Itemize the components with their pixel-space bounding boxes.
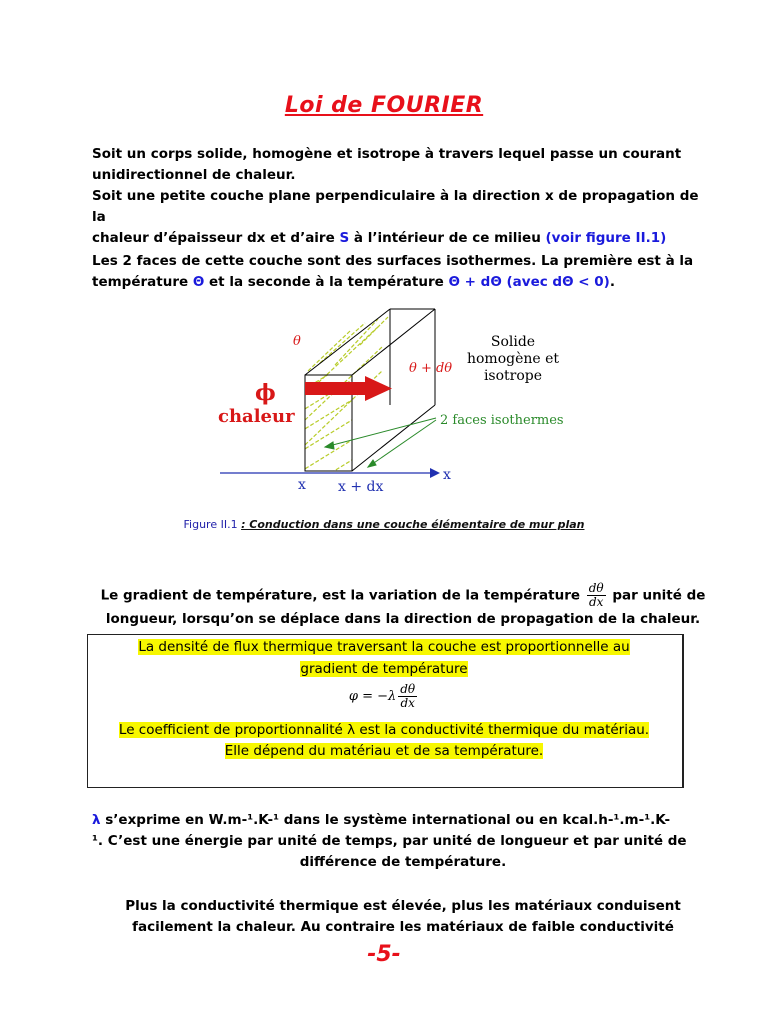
intro-paragraph [92, 144, 714, 249]
isotherm-faces-label: 2 faces isothermes [440, 413, 564, 428]
solid-label-2: homogène et [466, 351, 560, 367]
conductivity-line-1: Plus la conductivité thermique est élevée, plus les matériaux conduisent [125, 898, 681, 914]
x-axis-label: x [443, 467, 451, 483]
intro-line-2: unidirectionnel de chaleur. [92, 167, 296, 183]
x-axis [220, 468, 440, 478]
lambda-line-3: différence de température. [299, 854, 507, 870]
gradient-paragraph [92, 582, 714, 630]
intro-line-1: Soit un corps solide, homogène et isotrope à travers lequel passe un courant [92, 146, 682, 162]
theta-plus-dtheta: Θ + dΘ (avec dΘ < 0) [448, 274, 610, 290]
lambda-symbol: λ [92, 812, 101, 828]
isotherm-line-2: température Θ et la seconde à la température Θ + dΘ (avec dΘ < 0). [92, 274, 615, 290]
page-number: -5- [367, 942, 401, 967]
law-line-1: La densité de flux thermique traversant la couche est proportionnelle au [138, 639, 630, 655]
isotherm-line-1: Les 2 faces de cette couche sont des surfaces isothermes. La première est à la [92, 253, 694, 269]
area-symbol: S [339, 230, 350, 246]
lambda-line-1: λ s’exprime en W.m-¹.K-¹ dans le système international ou en kcal.h-¹.m-¹.K- [92, 812, 671, 828]
law-line-2: gradient de température [300, 661, 468, 677]
fourier-figure [200, 305, 610, 505]
theta-label: θ [293, 334, 301, 349]
lambda-line-2: ¹. C’est une énergie par unité de temps, par unité de longueur et par unité de [92, 833, 687, 849]
intro-line-3: Soit une petite couche plane perpendiculaire à la direction x de propagation de la [92, 188, 699, 225]
lambda-paragraph [92, 810, 714, 873]
conductivity-paragraph [92, 896, 714, 938]
theta-symbol: Θ [192, 274, 205, 290]
figure-reference: (voir figure II.1) [545, 230, 667, 246]
law-line-3: Le coefficient de proportionnalité λ est la conductivité thermique du matériau. [118, 722, 650, 738]
figure-caption: Figure II.1 : Conduction dans une couche élémentaire de mur plan [183, 518, 585, 531]
solid-label-3: isotrope [483, 368, 543, 384]
fourier-formula: φ = −λ $\frac{d\theta}{dx}$ [348, 682, 416, 710]
intro-line-4: chaleur d’épaisseur dx et d’aire S à l’intérieur de ce milieu (voir figure II.1) [92, 230, 667, 246]
dtheta-dx-fraction: $\frac{d\theta}{dx}$ [588, 581, 604, 609]
x-plus-dx-label: x + dx [338, 479, 384, 495]
page-title: Loi de FOURIER [284, 93, 484, 118]
heat-arrow [305, 376, 392, 401]
phi-symbol: ϕ [255, 380, 276, 406]
isotherm-paragraph [92, 251, 714, 293]
isotherm-pointers [325, 418, 436, 467]
theta-dtheta-label: θ + dθ [409, 361, 453, 376]
solid-label-1: Solide [490, 334, 536, 350]
law-line-4: Elle dépend du matériau et de sa température. [224, 743, 544, 759]
chaleur-label: chaleur [218, 406, 295, 427]
gradient-line-1: Le gradient de température, est la variation de la température $\frac{d\theta}{dx}$ par unité de [100, 581, 706, 609]
x-position-label: x [298, 477, 306, 493]
conductivity-line-2: facilement la chaleur. Au contraire les matériaux de faible conductivité [132, 919, 674, 935]
gradient-line-2: longueur, lorsqu’on se déplace dans la direction de propagation de la chaleur. [105, 611, 701, 627]
